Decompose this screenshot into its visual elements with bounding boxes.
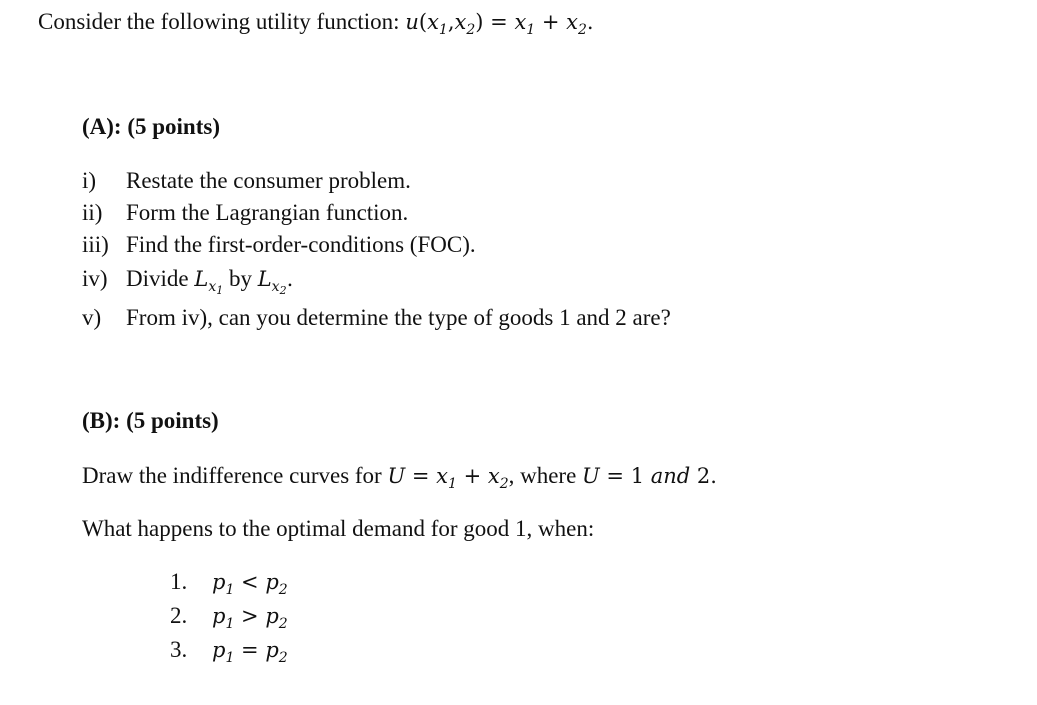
part-a-item-4: iv) Divide $L_{x_1}$ by $L_{x_2}$.	[82, 266, 294, 297]
item-marker: ii)	[82, 200, 103, 225]
case-2	[170, 602, 288, 630]
item-text: Restate the consumer problem.	[126, 168, 411, 193]
lagrangian-derivative-x2: $L_{x_2}$.	[257, 267, 294, 297]
part-a-item-1	[82, 167, 411, 195]
intro-text: Consider the following utility function:	[38, 9, 406, 34]
indifference-formula: $U = x_1 + x_2$	[387, 464, 509, 492]
case-1	[170, 568, 288, 596]
intro-line	[38, 8, 594, 36]
part-a-heading: (A): (5 points)	[82, 114, 220, 139]
item-text: From iv), can you determine the type of goods 1 and 2 are?	[126, 305, 671, 330]
utility-levels: U = 1 and 2.	[582, 464, 717, 488]
case-number: 2.	[170, 603, 188, 628]
item-marker: iii)	[82, 232, 109, 257]
price-condition: $p_1 < p_2$	[212, 570, 288, 598]
case-number: 3.	[170, 637, 188, 662]
part-b-question: What happens to the optimal demand for good 1, when:	[82, 516, 595, 541]
price-condition: $p_1 > p_2$	[212, 604, 288, 632]
price-condition: $p_1 = p_2$	[212, 638, 288, 666]
lagrangian-derivative-x1: $L_{x_1}$	[194, 267, 224, 297]
part-a-item-5	[82, 304, 671, 332]
part-a-item-3	[82, 231, 476, 259]
part-a-item-2	[82, 199, 408, 227]
case-number: 1.	[170, 569, 188, 594]
item-text: Form the Lagrangian function.	[126, 200, 409, 225]
utility-function-formula: $u(x_1,x_2) = x_1 + x_2$.	[405, 10, 594, 38]
part-b-draw-instruction: Draw the indifference curves for $U = x_1 + x_2$, where U = 1 and 2.	[82, 463, 717, 492]
item-marker: iv)	[82, 266, 108, 291]
item-marker: v)	[82, 305, 102, 330]
part-b-heading: (B): (5 points)	[82, 408, 219, 433]
case-3	[170, 636, 288, 664]
item-text: Find the first-order-conditions (FOC).	[126, 232, 476, 257]
item-marker: i)	[82, 168, 97, 193]
